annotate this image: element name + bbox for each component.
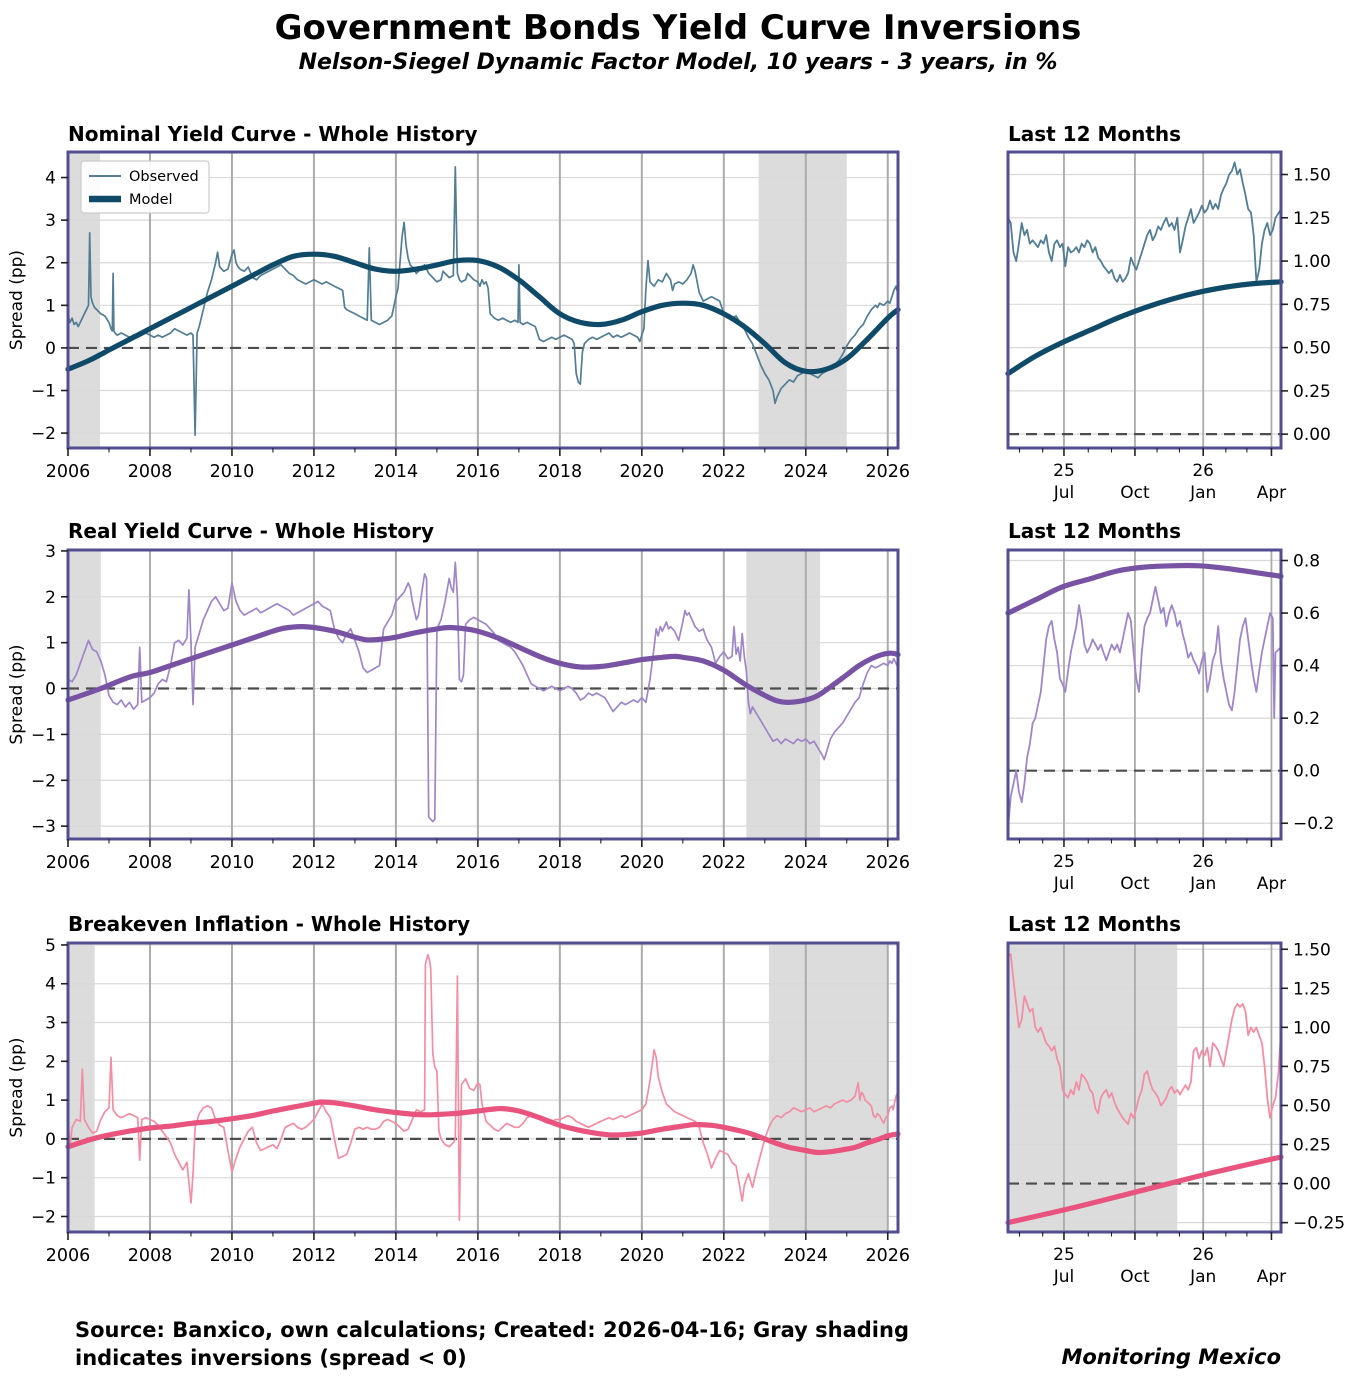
svg-text:2008: 2008 [127,1246,173,1266]
svg-text:Jan: Jan [1190,1267,1217,1287]
svg-text:Jul: Jul [1053,483,1075,503]
svg-text:0: 0 [45,338,56,359]
svg-text:1.25: 1.25 [1293,979,1331,1000]
svg-text:2010: 2010 [209,1246,255,1266]
source-note: Source: Banxico, own calculations; Created: 2026-04-16; Gray shading indicates inversions (spread < 0) [75,1318,909,1370]
svg-text:2014: 2014 [373,462,419,482]
svg-text:1.00: 1.00 [1293,1018,1331,1039]
figure-title: Government Bonds Yield Curve Inversions [274,8,1082,48]
svg-text:−1: −1 [30,725,56,746]
svg-text:25: 25 [1053,461,1075,481]
svg-text:2018: 2018 [537,462,583,482]
svg-text:0.8: 0.8 [1293,551,1321,572]
svg-text:2: 2 [45,587,56,608]
svg-text:−1: −1 [30,381,56,402]
svg-text:−2: −2 [30,424,56,445]
svg-text:1.00: 1.00 [1293,252,1331,273]
svg-text:Jul: Jul [1053,1267,1075,1287]
svg-text:2012: 2012 [291,853,337,873]
svg-text:Oct: Oct [1120,483,1150,503]
svg-text:2024: 2024 [783,853,829,873]
svg-text:0.75: 0.75 [1293,295,1331,316]
svg-text:Model: Model [129,192,173,208]
svg-text:0.2: 0.2 [1293,709,1321,730]
svg-text:−1: −1 [30,1168,56,1189]
svg-text:1: 1 [45,633,56,654]
svg-text:2006: 2006 [45,1246,91,1266]
svg-text:Apr: Apr [1256,1267,1287,1287]
svg-text:26: 26 [1192,852,1215,872]
panel-title-breakeven-history: Breakeven Inflation - Whole History [68,912,471,936]
svg-text:Oct: Oct [1120,874,1150,894]
svg-text:0.25: 0.25 [1293,1135,1331,1156]
svg-text:0: 0 [45,1129,56,1150]
nominal-recent-chart [1008,152,1331,503]
svg-text:3: 3 [45,211,56,232]
svg-text:2026: 2026 [865,462,911,482]
svg-text:2020: 2020 [619,853,665,873]
svg-text:2024: 2024 [783,1246,829,1266]
nominal-history-chart [7,152,911,482]
svg-text:Jan: Jan [1190,483,1217,503]
svg-text:2006: 2006 [45,462,91,482]
svg-text:2026: 2026 [865,1246,911,1266]
svg-text:Observed: Observed [129,169,199,185]
breakeven-recent-chart [1008,940,1346,1287]
svg-text:1: 1 [45,1091,56,1112]
svg-text:2008: 2008 [127,462,173,482]
svg-text:1: 1 [45,296,56,317]
svg-text:3: 3 [45,1013,56,1034]
panel-title-real-recent: Last 12 Months [1008,519,1182,543]
svg-text:0: 0 [45,679,56,700]
svg-text:Jul: Jul [1053,874,1075,894]
svg-text:2016: 2016 [455,853,501,873]
figure-subtitle: Nelson-Siegel Dynamic Factor Model, 10 years - 3 years, in % [298,50,1058,75]
svg-text:2008: 2008 [127,853,173,873]
svg-text:−3: −3 [30,817,56,838]
svg-text:0.00: 0.00 [1293,1174,1331,1195]
svg-text:25: 25 [1053,852,1075,872]
svg-text:2018: 2018 [537,1246,583,1266]
svg-text:−2: −2 [30,1207,56,1228]
breakeven-history-chart [7,935,911,1266]
svg-text:2026: 2026 [865,853,911,873]
svg-text:2012: 2012 [291,462,337,482]
real-history-chart [7,541,911,873]
real-recent-chart [1008,550,1335,894]
svg-text:2: 2 [45,253,56,274]
svg-text:Oct: Oct [1120,1267,1150,1287]
svg-text:0.0: 0.0 [1293,761,1321,782]
svg-text:2016: 2016 [455,1246,501,1266]
svg-text:2024: 2024 [783,462,829,482]
svg-text:26: 26 [1192,461,1215,481]
svg-text:2014: 2014 [373,1246,419,1266]
svg-text:2022: 2022 [701,462,747,482]
svg-text:1.25: 1.25 [1293,208,1331,229]
svg-text:2010: 2010 [209,462,255,482]
svg-text:2016: 2016 [455,462,501,482]
svg-text:−0.2: −0.2 [1293,814,1335,835]
panel-title-nominal-recent: Last 12 Months [1008,122,1182,146]
svg-text:0.50: 0.50 [1293,338,1331,359]
svg-text:3: 3 [45,541,56,562]
svg-text:0.75: 0.75 [1293,1057,1331,1078]
brand-label: Monitoring Mexico [1061,1345,1281,1369]
svg-text:2022: 2022 [701,853,747,873]
svg-text:2020: 2020 [619,462,665,482]
svg-text:0.00: 0.00 [1293,425,1331,446]
svg-text:2018: 2018 [537,853,583,873]
svg-text:2014: 2014 [373,853,419,873]
svg-text:2006: 2006 [45,853,91,873]
svg-text:1.50: 1.50 [1293,940,1331,961]
y-axis-label: Spread (pp) [7,644,27,745]
svg-text:2020: 2020 [619,1246,665,1266]
panel-title-nominal-history: Nominal Yield Curve - Whole History [68,122,478,146]
svg-text:2010: 2010 [209,853,255,873]
svg-text:0.4: 0.4 [1293,656,1321,677]
svg-text:0.25: 0.25 [1293,381,1331,402]
svg-text:0.50: 0.50 [1293,1096,1331,1117]
svg-text:1.50: 1.50 [1293,165,1331,186]
panel-title-breakeven-recent: Last 12 Months [1008,912,1182,936]
svg-text:Jan: Jan [1190,874,1217,894]
svg-text:2012: 2012 [291,1246,337,1266]
y-axis-label: Spread (pp) [7,249,27,351]
svg-text:Apr: Apr [1256,483,1287,503]
svg-text:2: 2 [45,1052,56,1073]
y-axis-label: Spread (pp) [7,1037,27,1138]
svg-text:0.6: 0.6 [1293,604,1321,625]
svg-text:Apr: Apr [1256,874,1287,894]
svg-text:−2: −2 [30,771,56,792]
svg-text:−0.25: −0.25 [1293,1213,1346,1234]
svg-text:25: 25 [1053,1245,1075,1265]
svg-text:4: 4 [45,974,56,995]
svg-text:4: 4 [45,168,56,189]
svg-text:26: 26 [1192,1245,1215,1265]
svg-text:2022: 2022 [701,1246,747,1266]
panel-title-real-history: Real Yield Curve - Whole History [68,519,435,543]
svg-text:5: 5 [45,935,56,956]
